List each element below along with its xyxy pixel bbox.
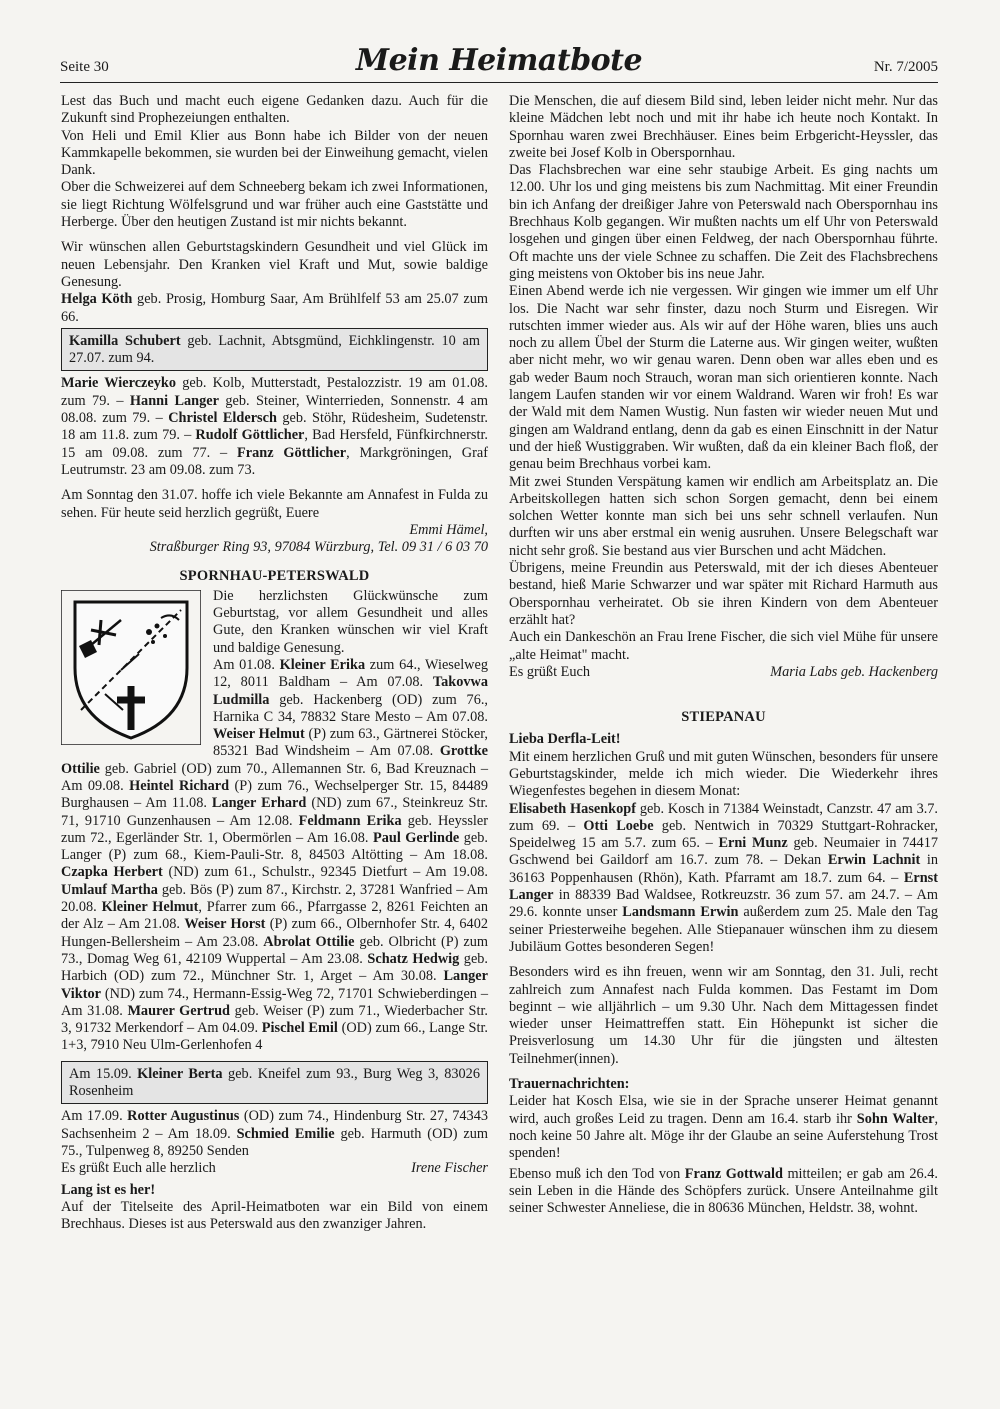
signature: Maria Labs geb. Hackenberg [770,663,938,680]
entry-text: Am 17.09. [61,1108,128,1125]
entry-text: geb. Nentwich in 70329 Stuttgart-Rohracker, Speidelweg 15 am 5.7. zum 65. – [509,817,938,852]
entry-text: geb. Olbricht (P) zum 73., Domag Weg 61, 42109 Wuppertal – Am 23.08. [61,933,489,967]
paragraph: Übrigens, meine Freundin aus Peterswald, mit der ich dieses Abenteuer bestand, hieß Marie Schwarzer und war später mit Richard Harmuth aus Oberspornhau verheiratet. Ob sie ihren Kindern von dem Abenteuer erzählt hat? [509,560,938,628]
paragraph: Auf der Titelseite des April-Heimatboten war ein Bild von einem Brechhaus. Dieses ist aus Peterswald aus den zwanziger Jahren. [61,1198,488,1233]
paragraph: Einen Abend werde ich nie vergessen. Wir gingen wie immer um elf Uhr los. Die Nacht war sehr finster, dazu noch Sturm und Eisregen. Wir rutschten immer wieder aus. Als wir auf der Höhe waren, blies uns auch noch zu allem Übel der Sturm die Laterne aus. Wir gingen weiter, wußten aber nicht mehr, wo wir genau waren. Denn oben war alles eben und es gab weder Baum noch Strauch, woran man sich orientieren konnte. Nach langem Laufen standen wir vor einem Waldrand. Waren wir froh! Es war der Wald mit dem Namen Wustig. Nun fasten wir wieder neuen Mut und gingen am Waldrand entlang, denn da gab es einen Einschnitt in der Natur und der hieß Wustiggraben. Wir wußten, daß da ein kleiner Bach floß, der genau beim Brechhaus vorbei kam. [509,283,938,473]
entry-text: (P) zum 66., Olbernhofer Str. 4, 6402 Hungen-Bellersheim – Am 23.08. [61,916,488,950]
person-name: Weiser Horst [184,916,266,933]
person-name: Feldmann Erika [298,812,402,829]
paragraph: Auch ein Dankeschön an Frau Irene Fischer, die sich viel Mühe für unsere „alte Heimat" macht. [509,629,938,663]
person-name: Kleiner Berta [137,1065,223,1082]
entry-text: (ND) zum 74., Hermann-Essig-Weg 72, 71701 Schwieberdingen – Am 31.08. [61,985,488,1019]
greeting: Es grüßt Euch [509,663,590,680]
person-name: Heintel Richard [129,777,230,794]
person-name: Abrolat Ottilie [263,933,355,950]
person-name: Elisabeth Hasenkopf [509,800,636,817]
person-name: Pischel Emil [261,1020,338,1037]
entry-text: außerdem zum 25. Male den Tag seiner Priesterweihe begehen. Alle Stiepanauer wünschen ihm zu diesem Jubiläum Gottes besonderen Segen! [509,904,938,955]
highlight-box [61,1061,488,1105]
greeting: Es grüßt Euch alle herzlich [61,1160,216,1177]
paragraph: Ober die Schweizerei auf dem Schneeberg bekam ich zwei Informationen, sie liegt Richtung Wölfelsgrund und war früher auch eine Gaststätte und Herberge. Über den heutigen Zustand ist mir nichts bekannt. [61,179,488,231]
section-title-spornhau: SPORNHAU-PETERSWALD [179,568,370,585]
right-column [509,93,938,1217]
person-name: Landsmann Erwin [622,904,739,921]
entry-text: mitteilen; er gab am 26.4. sein Leben in die Hände des Schöpfers zurück. Unsere Anteilnahme gilt seiner Schwester Anneliese, die in 80636 München, Heldstr. 38, wohnt. [509,1165,938,1217]
paragraph: Besonders wird es ihn freuen, wenn wir am Sonntag, den 31. Juli, recht zahlreich zum Annafest nach Fulda kommen. Das Festamt im Dom beginnt – wie alljährlich – um 9.30 Uhr. Nach dem Mittagessen findet wieder unser Heimattreffen statt. Ein Höhepunkt ist sicher die Preisverlosung um 14.30 Uhr für die jüngsten und ältesten Teilnehmer(innen). [509,964,938,1067]
entry-text: , Markgröningen, Graf Leutrumstr. 23 am 09.08. zum 73. [61,444,488,478]
entry-text: Leider hat Kosch Elsa, wie sie in der Sprache unserer Heimat genannt wird, auch großes Leid zu tragen. Denn am 16.4. starb ihr [509,1093,938,1127]
paragraph: Wir wünschen allen Geburtstagskindern Gesundheit und viel Glück im neuen Lebensjahr. Den Kranken viel Kraft und Mut, sowie baldige Genesung. [61,239,488,290]
signature: Irene Fischer [411,1160,488,1177]
birthday-list-stiepanau [509,801,938,957]
entry-text: geb. Lachnit, Abtsgmünd, Eichklingenstr. 10 am 27.07. zum 94. [69,332,481,367]
entry-text: geb. Prosig, Homburg Saar, Am Brühlfelf 53 am 25.07 zum 66. [61,291,488,325]
person-name: Langer Erhard [211,795,307,812]
entry-text: geb. Kneifel zum 93., Burg Weg 3, 83026 Rosenheim [69,1065,480,1100]
entry-text: geb. Heyssler zum 72., Egerländer Str. 1, Obermörlen – Am 16.08. [61,812,488,846]
person-name: Kamilla Schubert [69,332,181,349]
entry-text: geb. Harbich (OD) zum 72., Münchner Str. 1, Arget – Am 30.08. [61,950,489,985]
person-name: Otti Loebe [583,817,654,834]
entry-text: geb. Bös (P) zum 87., Kirchstr. 2, 37281 Wanfried – Am 20.08. [61,881,488,916]
person-name: Franz Gottwald [684,1165,783,1182]
entry-text: geb. Steiner, Winterrieden, Sonnenstr. 4 am 08.08. zum 79. – [61,392,488,427]
greeting-line [61,1160,488,1177]
person-name: Czapka Herbert [61,864,163,881]
entry-text: geb. Gabriel (OD) zum 70., Allemannen Str. 6, Bad Kreuznach – Am 09.08. [61,760,488,794]
signature: Emmi Hämel, [409,521,488,538]
person-name: Kleiner Helmut [101,899,199,916]
entry-text: in 36163 Poppenhausen (Rhön), Kath. Pfarramt am 18.7. zum 64. – [509,852,938,886]
issue-number: Nr. 7/2005 [873,59,938,75]
person-name: Franz Göttlicher [237,444,347,461]
entry-text: (ND) zum 61., Schulstr., 92345 Dietfurt – Am 19.08. [162,864,488,881]
entry-text: Ebenso muß ich den Tod von [509,1165,685,1182]
person-name: Sohn Walter [856,1110,935,1127]
entry-text: in 88339 Bad Waldsee, Rotkreuzstr. 36 zum 57. am 24.7. – Am 29.6. konnte unser [509,887,938,921]
left-column [61,93,488,1233]
highlight-box [61,328,488,372]
entry-text: geb. Hackenberg (OD) zum 76., Harnika C 34, 78832 Stare Mesto – Am 07.08. [213,691,488,725]
birthday-entry [61,291,488,326]
person-name: Christel Eldersch [168,410,277,427]
entry-date: Am 15.09. [69,1065,138,1082]
person-name: Hanni Langer [129,392,219,409]
heading-text: Lieba Derfla-Leit! [509,731,621,748]
paragraph: Von Heli und Emil Klier aus Bonn habe ich Bilder von der neuen Kammkapelle bekommen, sie wurden bei der Einweihung gemacht, vielen Dank. [61,127,488,179]
person-name: Rudolf Göttlicher [195,427,305,444]
person-name: Ernst Langer [509,869,938,904]
subheading [509,1076,938,1093]
subheading [509,731,938,748]
paragraph: Am Sonntag den 31.07. hoffe ich viele Bekannte am Annafest in Fulda zu sehen. Für heute seid herzlich gegrüßt, Euere [61,487,488,521]
subheading [61,1182,488,1199]
paragraph: Mit zwei Stunden Verspätung kamen wir endlich am Arbeitsplatz an. Die Arbeitskollegen hatten sich schon Sorgen gemacht, denn bei einem solchen Wetter konnte man sich bei uns sehr schnell verlaufen. Nun durften wir uns aber erstmal ein wenig ausruhen. Unsere Belegschaft war nicht sehr groß. Sie bestand aus vier Burschen und acht Mädchen. [509,473,938,559]
person-name: Takovwa Ludmilla [213,674,488,708]
person-name: Langer Viktor [61,968,488,1002]
publication-title: Mein Heimatbote [355,43,643,78]
entry-text: geb. Langer (P) zum 68., Kiem-Pauli-Str. 8, 84503 Altötting – Am 18.08. [61,829,488,864]
entry-text: geb. Weiser (P) zum 71., Wiederbacher Str. 3, 91732 Merkendorf – Am 04.09. [61,1002,488,1037]
person-name: Maurer Gertrud [127,1002,230,1019]
entry-text: , Bad Hersfeld, Fünfkirchnerstr. 15 am 09.08. zum 77. – [61,427,488,461]
person-name: Marie Wierczeyko [61,375,176,392]
paragraph: Lest das Buch und macht euch eigene Gedanken dazu. Auch für die Zukunft sind Prophezeiungen enthalten. [61,93,488,127]
person-name: Schmied Emilie [236,1125,335,1142]
person-name: Umlauf Martha [61,881,158,898]
person-name: Grottke Ottilie [61,743,488,777]
person-name: Weiser Helmut [213,726,305,743]
paragraph: Das Flachsbrechen war eine sehr staubige Arbeit. Es ging nachts um 12.00. Uhr los und ging meistens bis zum Nachmittag. Mit einer Freundin bin ich Anfang der dreißiger Jahre von Peterswald nach Oberspornhau ins Brechhaus Kolb gegangen. Wir mußten nachts um elf Uhr von Peterswald losgehen und gingen über einen Feldweg, der nach Oberspornhau führte. Oft machte uns der viele Schnee zu schaffen. Die Zeit des Flachsbrechens ging meistens von Oktober bis ins neue Jahr. [509,162,938,282]
person-name: Kleiner Erika [279,656,366,673]
entry-text: geb. Kolb, Mutterstadt, Pestalozzistr. 19 am 01.08. zum 79. – [61,375,488,409]
page-number: Seite 30 [60,59,109,75]
person-name: Erni Munz [718,835,788,852]
section-title-stiepanau: STIEPANAU [681,709,766,726]
entry-text: (ND) zum 67., Steinkreuz Str. 71, 91710 Gunzenhausen – Am 12.08. [61,795,488,829]
heading-text: Trauernachrichten: [509,1076,630,1093]
person-name: Erwin Lachnit [827,852,921,869]
person-name: Paul Gerlinde [372,829,460,846]
entry-text: geb. Harmuth (OD) zum 75., Tulpenweg 8, 89250 Senden [61,1125,488,1159]
entry-text: Am 01.08. [213,656,280,673]
signature-address: Straßburger Ring 93, 97084 Würzburg, Tel. 09 31 / 6 03 70 [149,539,488,556]
entry-text: (P) zum 63., Gärtnerei Stöcker, 85321 Bad Windsheim – Am 07.08. [213,726,488,760]
obituary [509,1093,938,1162]
entry-text: (OD) zum 66., Lange Str. 1+3, 7910 Neu Ulm-Gerlenhofen 4 [61,1020,488,1054]
paragraph: Die Menschen, die auf diesem Bild sind, leben leider nicht mehr. Nur das kleine Mädchen lebt noch und mit ihr habe ich heute noch Kontakt. In Spornhau waren zwei Brechhäuser. Eines beim Erbgericht-Heyssler, das zweite bei Josef Kolb in Oberspornhau. [509,93,938,161]
birthday-list [61,375,488,479]
entry-text: geb. Stöhr, Rüdesheim, Sudetenstr. 18 am 11.8. zum 79. – [61,410,488,444]
person-name: Schatz Hedwig [367,950,460,967]
paragraph: Mit einem herzlichen Gruß und mit guten Wünschen, besonders für unsere Geburtstagskinder, melde ich mich wieder. Die Wiederkehr ihres Wiegenfestes begehen in diesem Monat: [509,748,938,800]
birthday-list [61,1108,488,1160]
entry-text: geb. Kosch in 71384 Weinstadt, Canzstr. 47 am 3.7. zum 69. – [509,800,939,834]
spornhau-section [61,588,488,1055]
entry-text: (P) zum 76., Wechselperger Str. 15, 84489 Burghausen – Am 11.08. [61,777,488,812]
heading-text: Lang ist es her! [61,1181,156,1198]
entry-text: (OD) zum 74., Hindenburg Str. 27, 74343 Sachsenheim 2 – Am 18.09. [61,1108,488,1142]
entry-text: zum 64., Wieselweg 12, 8011 Baldham – Am 07.08. [213,656,488,691]
person-name: Helga Köth [61,291,133,308]
coat-of-arms-icon [61,590,201,745]
person-name: Rotter Augustinus [127,1108,240,1125]
greeting-line [509,664,938,681]
entry-text: , noch keine 50 Jahre alt. Möge ihr der Glaube an seine Auferstehung Trost spenden! [509,1110,939,1162]
page-header [60,43,938,83]
entry-text: geb. Neumaier in 74417 Gschwend bei Gaildorf am 16.7. zum 78. – Dekan [509,835,938,869]
obituary [509,1166,938,1218]
entry-text: Die herzlichsten Glückwünsche zum Geburtstag, vor allem Gesundheit und alles Gute, den Kranken wünschen wir viel Kraft und baldige Genesung. [213,587,488,656]
entry-text: , Pfarrer zum 66., Pfarrgasse 2, 8261 Feichten an der Alz – Am 21.08. [61,899,488,933]
